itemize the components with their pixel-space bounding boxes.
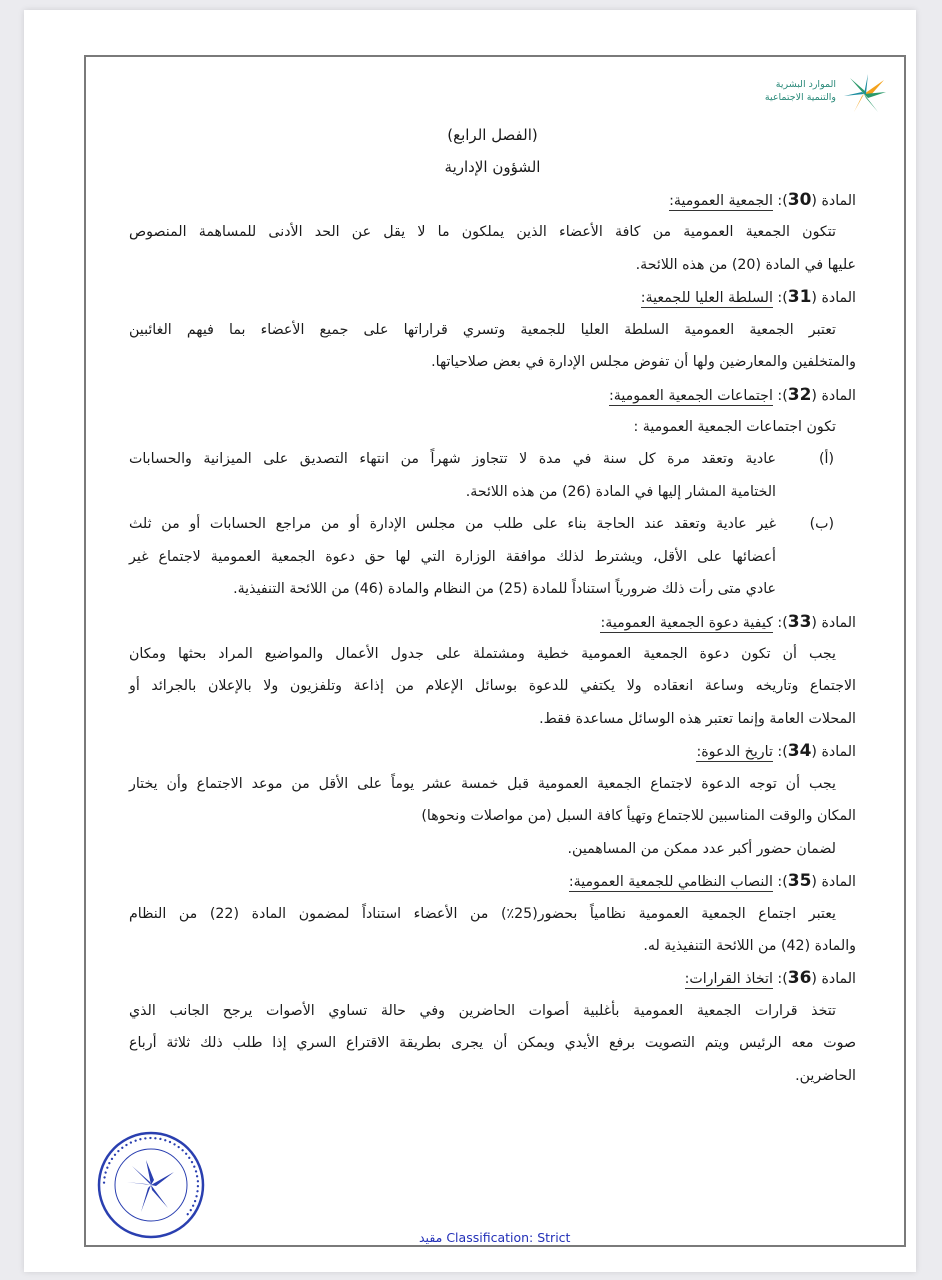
article-heading: المادة (31): السلطة العليا للجمعية: xyxy=(640,287,856,308)
article-number: 36 xyxy=(787,968,812,989)
article-title: اجتماعات الجمعية العمومية: xyxy=(608,387,773,404)
ministry-logo xyxy=(746,74,888,114)
article-title: السلطة العليا للجمعية: xyxy=(640,290,773,307)
list-item-line xyxy=(129,443,856,475)
article-number: 31 xyxy=(787,287,812,308)
paragraph-line: يجب أن توجه الدعوة لاجتماع الجمعية العمومية قبل خمسة عشر يوماً على الأقل من موعد الاجتماع وأن يختار xyxy=(129,775,836,792)
paragraph-line: والمتخلفين والمعارضين ولها أن تفوض مجلس الإدارة في بعض صلاحياتها. xyxy=(431,354,856,371)
article-heading: المادة (35): النصاب النظامي للجمعية العمومية: xyxy=(568,871,856,892)
article-number: 33 xyxy=(787,611,812,632)
article-title: كيفية دعوة الجمعية العمومية: xyxy=(600,614,773,631)
official-stamp xyxy=(96,1130,206,1240)
list-item-text: عادية وتعقد مرة كل سنة في مدة لا تتجاوز شهراً من انتهاء التصديق على الميزانية والحسابات xyxy=(129,451,776,468)
article-heading: المادة (30): الجمعية العمومية: xyxy=(669,189,856,210)
chapter-subtitle: الشؤون الإدارية xyxy=(444,158,541,177)
article-heading: المادة (32): اجتماعات الجمعية العمومية: xyxy=(608,384,856,405)
article-number: 35 xyxy=(787,871,812,892)
list-item-line xyxy=(129,541,856,573)
svg-text:••••••••••••••••••••••••••••••: •••••••••••••••••••••••••••••••••••• xyxy=(99,1133,203,1219)
chapter-title: (الفصل الرابع) xyxy=(447,126,538,144)
list-item-line xyxy=(129,573,856,605)
paragraph-line: لضمان حضور أكبر عدد ممكن من المساهمين. xyxy=(567,840,836,857)
paragraph-line: يعتبر اجتماع الجمعية العمومية نظامياً بحضور(25٪) من الأعضاء استناداً لمضمون المادة (22) من النظام xyxy=(129,905,836,922)
list-item-text: غير عادية وتعقد عند الحاجة بناء على طلب من مجلس الإدارة أو من مراجع الحسابات أو من ثلث xyxy=(129,516,776,533)
paragraph-line: المحلات العامة وإنما تعتبر هذه الوسائل مساعدة فقط. xyxy=(539,710,856,727)
paragraph-line: تتكون الجمعية العمومية من كافة الأعضاء الذين يملكون ما لا يقل عن الحد الأدنى للمساهمة المنصوص xyxy=(129,224,836,241)
article-label: المادة xyxy=(821,614,856,631)
paragraph-line: عليها في المادة (20) من هذه اللائحة. xyxy=(635,256,856,273)
paragraph-line: المكان والوقت المناسبين للاجتماع وتهيأ كافة السبل (من مواصلات ونحوها) xyxy=(421,808,856,825)
document-body xyxy=(129,119,856,1092)
list-item-line xyxy=(129,508,856,540)
article-title: الجمعية العمومية: xyxy=(669,192,773,209)
list-item-label: (أ) xyxy=(818,451,834,468)
palm-star-icon xyxy=(840,74,888,114)
article-number: 30 xyxy=(787,189,812,210)
logo-text xyxy=(765,78,836,104)
paragraph-line: الحاضرين. xyxy=(795,1067,856,1084)
article-label: المادة xyxy=(821,874,856,891)
paragraph-line: الاجتماع وتاريخه وساعة انعقاده ولا يكتفي للدعوة بوسائل الإعلام من إذاعة وتلفزيون ولا بالإعلان بالجرائد أو xyxy=(129,678,856,695)
list-item-text: عادي متى رأت ذلك ضرورياً استناداً للمادة (25) من النظام والمادة (46) من اللائحة التنفيذية. xyxy=(233,581,776,598)
article-label: المادة xyxy=(821,290,856,307)
article-number: 34 xyxy=(787,741,812,762)
list-item-line xyxy=(129,476,856,508)
paragraph-line: والمادة (42) من اللائحة التنفيذية له. xyxy=(643,937,856,954)
article-title: تاريخ الدعوة: xyxy=(696,744,773,761)
list-item-label: (ب) xyxy=(809,516,834,533)
document-page xyxy=(24,10,916,1272)
article-label: المادة xyxy=(821,971,856,988)
article-heading: المادة (36): اتخاذ القرارات: xyxy=(684,968,856,989)
classification-label: مقيد Classification: Strict xyxy=(419,1230,571,1245)
article-heading: المادة (33): كيفية دعوة الجمعية العمومية: xyxy=(600,611,856,632)
article-title: النصاب النظامي للجمعية العمومية: xyxy=(568,874,773,891)
paragraph-line: يجب أن تكون دعوة الجمعية العمومية خطية ومشتملة على جدول الأعمال والمواضيع المراد بحثها ومكان xyxy=(129,646,836,662)
article-number: 32 xyxy=(787,384,812,405)
article-label: المادة xyxy=(821,387,856,404)
paragraph-line: تعتبر الجمعية العمومية السلطة العليا للجمعية وتسري قراراتها على جميع الأعضاء بما فيهم الغائبين xyxy=(129,321,836,338)
paragraph-line: تتخذ قرارات الجمعية العمومية بأغلبية أصوات الحاضرين وفي حالة تساوي الأصوات يرجح الجانب الذي xyxy=(129,1002,836,1019)
list-item-text: أعضائها على الأقل، ويشترط لذلك موافقة الوزارة التي لها حق دعوة الجمعية العمومية لاجتماع غير xyxy=(129,548,776,565)
logo-line1: الموارد البشرية xyxy=(775,79,836,90)
article-title: اتخاذ القرارات: xyxy=(684,971,773,988)
paragraph-line: تكون اجتماعات الجمعية العمومية : xyxy=(633,418,836,435)
paragraph-line: صوت معه الرئيس ويتم التصويت برفع الأيدي ويمكن أن يجرى بطريقة الاقتراع السري إذا طلب ذلك ثلاثة أرباع xyxy=(129,1035,856,1052)
list-item-text: الختامية المشار إليها في المادة (26) من هذه اللائحة. xyxy=(465,483,776,500)
article-label: المادة xyxy=(821,744,856,761)
article-label: المادة xyxy=(821,192,856,209)
article-heading: المادة (34): تاريخ الدعوة: xyxy=(696,741,856,762)
logo-line2: والتنمية الاجتماعية xyxy=(764,92,836,103)
